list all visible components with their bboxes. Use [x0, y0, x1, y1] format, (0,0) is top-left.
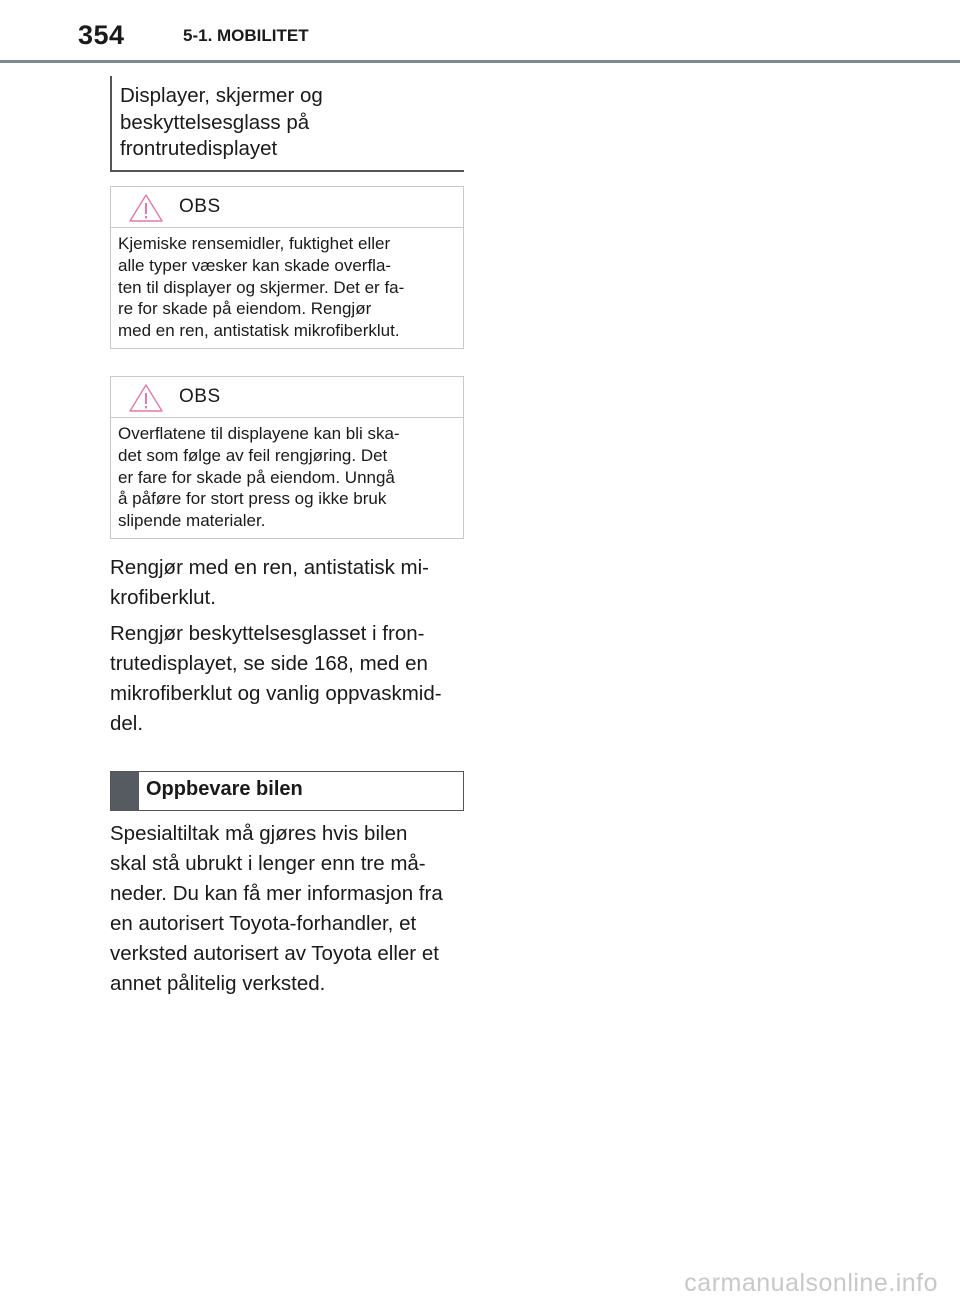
notice-box [110, 186, 464, 349]
page-number: 354 [78, 20, 125, 50]
section-heading-bar [110, 771, 464, 811]
page-header [0, 0, 960, 62]
paragraph-line: Rengjør beskyttelsesglasset i fron- [110, 622, 425, 645]
notice-line: alle typer væsker kan skade overfla- [118, 255, 392, 275]
notice-header [111, 377, 463, 418]
body-paragraph [110, 553, 466, 613]
warning-triangle-icon [128, 383, 164, 413]
notice-line: det som følge av feil rengjøring. Det [118, 445, 388, 465]
header-divider [0, 60, 960, 63]
section-heading: Oppbevare bilen [146, 778, 303, 800]
storage-paragraph [110, 819, 466, 999]
section-marker [111, 772, 139, 810]
body-paragraph [110, 619, 466, 739]
notice-line: Overflatene til displayene kan bli ska- [118, 424, 400, 443]
subheading-box [110, 76, 464, 172]
notice-line: ten til displayer og skjermer. Det er fa- [118, 277, 405, 297]
notice-line: slipende materialer. [118, 511, 266, 531]
notice-line: med en ren, antistatisk mikrofiberklut. [118, 321, 400, 341]
paragraph-line: Rengjør med en ren, antistatisk mi- [110, 556, 430, 579]
notice-title: OBS [179, 386, 221, 407]
notice-box [110, 376, 464, 539]
paragraph-line: en autorisert Toyota-forhandler, et [110, 912, 417, 935]
notice-text [111, 418, 463, 538]
warning-triangle-icon [128, 193, 164, 223]
paragraph-line: del. [110, 712, 144, 735]
subheading-line: beskyttelsesglass på [120, 110, 310, 134]
chapter-title: 5-1. MOBILITET [183, 26, 309, 45]
notice-line: å påføre for stort press og ikke bruk [118, 489, 387, 509]
notice-text [111, 228, 463, 348]
notice-line: re for skade på eiendom. Rengjør [118, 299, 372, 319]
subheading-text [120, 83, 450, 163]
paragraph-line: annet pålitelig verksted. [110, 972, 326, 995]
paragraph-line: Spesialtiltak må gjøres hvis bilen [110, 822, 408, 845]
paragraph-line: neder. Du kan få mer informasjon fra [110, 882, 443, 905]
paragraph-line: mikrofiberklut og vanlig oppvaskmid- [110, 682, 442, 705]
notice-header [111, 187, 463, 228]
paragraph-line: trutedisplayet, se side 168, med en [110, 652, 428, 675]
notice-line: er fare for skade på eiendom. Unngå [118, 467, 395, 487]
subheading-line: Displayer, skjermer og [120, 84, 323, 107]
subheading-line: frontrutedisplayet [120, 137, 278, 160]
watermark: carmanualsonline.info [684, 1269, 938, 1297]
paragraph-line: verksted autorisert av Toyota eller et [110, 942, 439, 965]
notice-title: OBS [179, 196, 221, 217]
notice-line: Kjemiske rensemidler, fuktighet eller [118, 234, 391, 253]
paragraph-line: skal stå ubrukt i lenger enn tre må- [110, 852, 426, 875]
paragraph-line: krofiberklut. [110, 586, 216, 609]
